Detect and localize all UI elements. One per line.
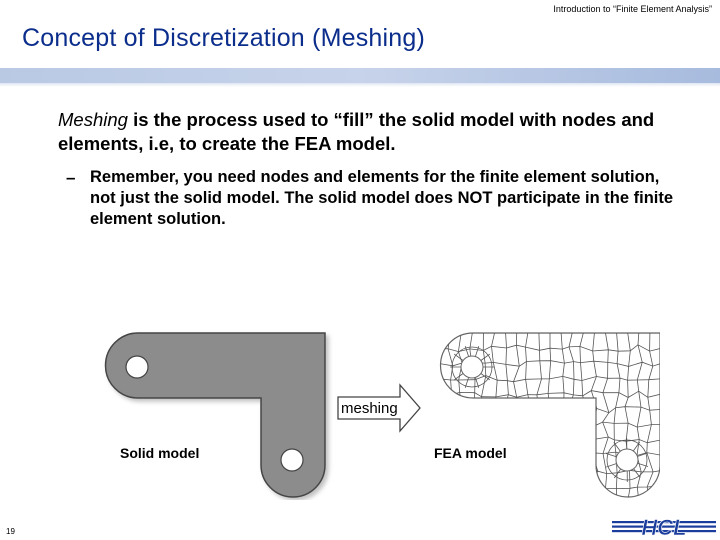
title-bar-shadow [0,83,720,87]
fea-model-mesh [439,333,660,500]
title-bar [0,68,720,83]
meshing-illustration [100,325,660,500]
fea-model-caption: FEA model [434,445,507,461]
meshing-arrow-label: meshing [341,400,398,417]
hcl-logo-text: HCL [641,516,687,538]
meshing-figure [100,325,660,500]
sub-bullet-dash: – [66,168,76,187]
sub-bullet-text: Remember, you need nodes and elements for the finite element solution, not just the solid model. The solid model does NOT participate in the finite element solution. [90,168,674,228]
solid-model-shape [106,333,326,497]
main-bullet-lead: Meshing [58,109,128,130]
slide-title: Concept of Discretization (Meshing) [22,24,425,52]
header-note: Introduction to “Finite Element Analysis” [553,4,712,14]
page-number: 19 [6,527,15,536]
main-bullet-text: is the process used to “fill” the solid model with nodes and elements, i.e, to create the FEA model. [58,109,655,154]
main-bullet [58,108,678,156]
solid-model-caption: Solid model [120,445,200,461]
hcl-logo [612,516,716,538]
